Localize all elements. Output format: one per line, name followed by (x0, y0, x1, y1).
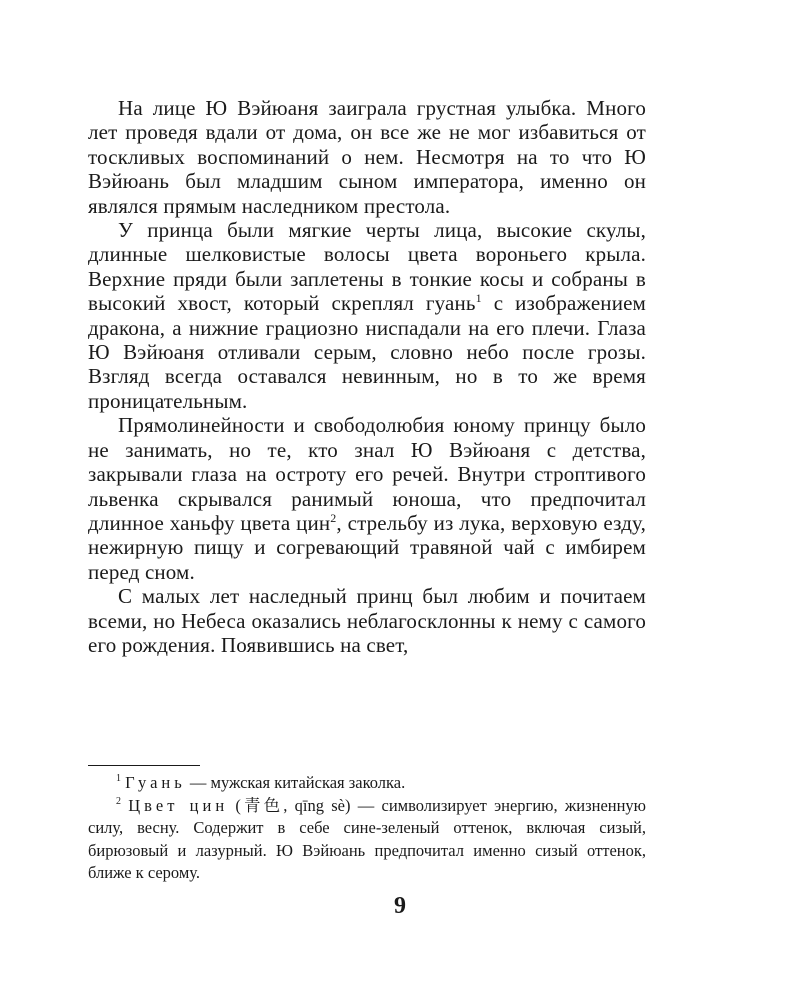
footnote-ref-1[interactable]: 1 (475, 291, 482, 306)
footnotes (88, 772, 646, 885)
footnote-2-text: (青色, qīng sè) — символизирует энергию, жизненную силу, весну. Содержит в себе сине-зеленый оттенок, включая сизый, бирюзовый и лазурный. Ю Вэйюань предпочитал именно сизый оттенок, ближе к серому. (88, 795, 647, 883)
footnote-divider (88, 765, 200, 766)
paragraph-3 (88, 413, 646, 584)
footnote-1-number: 1 (116, 773, 121, 784)
footnote-2 (88, 795, 646, 885)
footnote-2-term: Цвет цин (128, 795, 229, 815)
main-text (88, 96, 646, 657)
paragraph-2-text-a: У принца были мягкие черты лица, высокие скулы, длинные шелковистые волосы цвета вороньего крыла. Верхние пряди были заплетены в тонкие косы и собраны в высокий хвост, который скреплял гуань (88, 218, 646, 316)
footnote-2-number: 2 (116, 795, 121, 807)
footnote-1 (88, 772, 646, 795)
footnote-1-text: — мужская китайская заколка. (185, 773, 406, 792)
page-number: 9 (394, 893, 406, 919)
paragraph-3-text-a: Прямолинейности и свободолюбия юному принцу было не занимать, но те, кто знал Ю Вэйюаня с детства, закрывали глаза на остроту его речей. Внутри строптивого львенка скрывался ранимый юноша, что предпочитал длинное ханьфу цвета цин (88, 413, 646, 535)
paragraph-3-text-b: , стрельбу из лука, верховую езду, нежирную пищу и согревающий травяной чай с имбирем перед сном. (88, 510, 646, 584)
footnote-ref-2[interactable]: 2 (330, 510, 337, 525)
paragraph-4 (88, 584, 646, 657)
paragraph-1 (88, 96, 646, 218)
paragraph-4-text: С малых лет наследный принц был любим и почитаем всеми, но Небеса оказались неблагосклонны к нему с самого его рождения. Появившись на свет, (88, 584, 646, 657)
paragraph-2-text-b: с изображением дракона, а нижние грациозно ниспадали на его плечи. Глаза Ю Вэйюаня отливали серым, словно небо после грозы. Взгляд всегда оставался невинным, но в то же время проницательным. (88, 291, 646, 413)
paragraph-2 (88, 218, 646, 413)
paragraph-1-text: На лице Ю Вэйюаня заиграла грустная улыбка. Много лет проведя вдали от дома, он все же не мог избавиться от тоскливых воспоминаний о нем. Несмотря на то что Ю Вэйюань был младшим сыном императора, именно он являлся прямым наследником престола. (88, 96, 646, 218)
footnote-1-term: Гуань (125, 773, 186, 792)
